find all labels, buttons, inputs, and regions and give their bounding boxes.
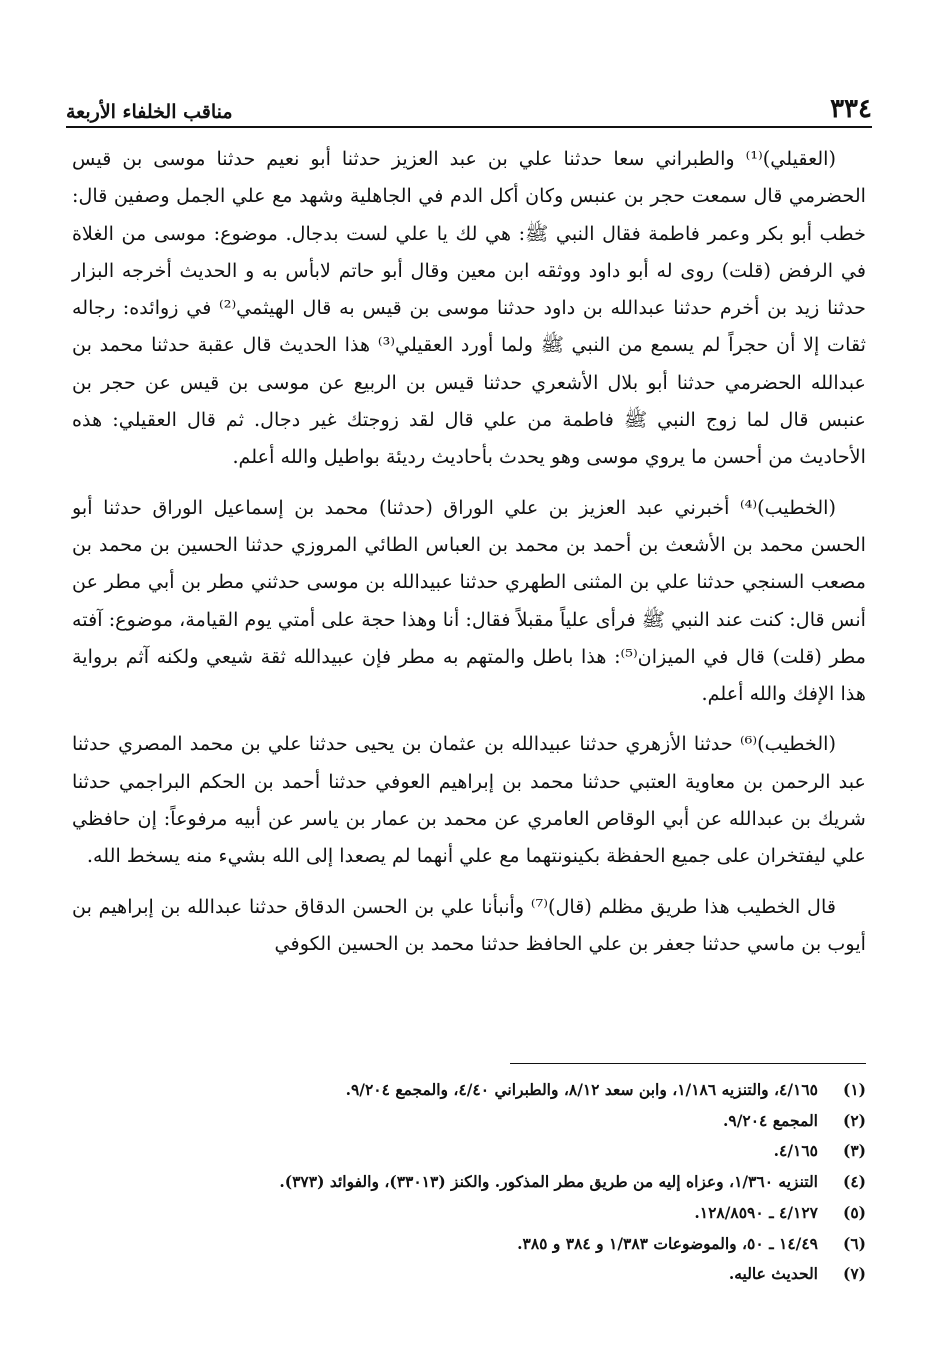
page-header	[66, 82, 872, 128]
page-number: ٣٣٤	[830, 94, 872, 124]
footnote-text: ٤/١٦٥.	[773, 1141, 818, 1161]
main-text	[72, 140, 866, 975]
footnote-item	[72, 1075, 866, 1106]
footnote-item	[72, 1198, 866, 1229]
footnote-item	[72, 1167, 866, 1198]
footnote-number: (٢)	[842, 1110, 866, 1130]
footnote-item	[72, 1229, 866, 1260]
footnote-text: ٤/١٦٥، والتنزيه ١/١٨٦، وابن سعد ٨/١٢، والطبراني ٤/٤٠، والمجمع ٩/٢٠٤.	[345, 1080, 818, 1099]
paragraph-3: (الخطيب)⁽⁶⁾ حدثنا الأزهري حدثنا عبيدالله بن عثمان بن يحيى حدثنا علي بن محمد المصري حدثنا عبد الرحمن بن معاوية العتبي حدثنا محمد بن إبراهيم العوفي حدثنا أحمد بن الحكم البراجمي حدثنا شريك بن عبدالله عن أبي الوقاص العامري عن محمد بن عمار بن ياسر عن أبيه مرفوعاً: إن حافظي علي ليفتخران على جميع الحفظة بكينونتهما مع علي أنهما لم يصعدا إلى الله بشيء منه يسخط الله.	[72, 732, 866, 868]
running-title: مناقب الخلفاء الأربعة	[66, 101, 233, 123]
footnote-number: (١)	[842, 1080, 866, 1099]
footnotes	[72, 1075, 866, 1290]
footnote-item	[72, 1106, 866, 1137]
footnote-item	[72, 1136, 866, 1167]
footnote-item	[72, 1259, 866, 1290]
footnote-number: (٤)	[842, 1172, 866, 1192]
footnote-number: (٥)	[842, 1202, 866, 1222]
footnote-text: المجمع ٩/٢٠٤.	[723, 1110, 818, 1130]
footnote-number: (٦)	[842, 1233, 866, 1253]
footnote-text: التنزيه ١/٣٦٠، وعزاه إليه من طريق مطر المذكور. والكنز (٣٣٠١٣)، والفوائد (٣٧٣).	[279, 1172, 818, 1192]
paragraph-4: قال الخطيب هذا طريق مظلم (قال)⁽⁷⁾ وأنبأنا علي بن الحسن الدقاق حدثنا عبدالله بن إبراهيم بن أيوب بن ماسي حدثنا جعفر بن علي الحافظ حدثنا محمد بن الحسين الكوفي	[72, 894, 866, 955]
footnote-divider	[510, 1063, 866, 1064]
footnote-text: ١٤/٤٩ ـ ٥٠، والموضوعات ١/٣٨٣ و ٣٨٤ و ٣٨٥.	[517, 1233, 818, 1253]
paragraph-1: (العقيلي)⁽¹⁾ والطبراني سعا حدثنا علي بن عبد العزيز حدثنا أبو نعيم حدثنا موسى بن قيس الحضرمي قال سمعت حجر بن عنبس وكان أكل الدم في الجاهلية وشهد مع علي الجمل وصفين قال: خطب أبو بكر وعمر فاطمة فقال النبي ﷺ: هي لك يا علي لست بدجال. موضوع: موسى من الغلاة في الرفض (قلت) روى له أبو داود ووثقه ابن معين وقال أبو حاتم لابأس به و الحديث أخرجه البزار حدثنا زيد بن أخرم حدثنا عبدالله بن داود حدثنا موسى بن قيس به قال الهيثمي⁽²⁾ في زوائده: رجاله ثقات إلا أن حجراً لم يسمع من النبي ﷺ ولما أورد العقيلي⁽³⁾ هذا الحديث قال عقبة حدثنا محمد بن عبدالله الحضرمي حدثنا أبو بلال الأشعري حدثنا قيس بن الربيع عن موسى بن قيس عن حجر بن عنبس قال لما زوج النبي ﷺ فاطمة من علي قال لقد زوجتك غير دجال. ثم قال العقيلي: هذه الأحاديث من أحسن ما يروي موسى وهو يحدث بأحاديث رديئة بواطيل والله أعلم.	[72, 147, 866, 469]
paragraph-2: (الخطيب)⁽⁴⁾ أخبرني عبد العزيز بن علي الوراق (حدثنا) محمد بن إسماعيل الوراق حدثنا أبو الحسن محمد بن الأشعث بن أحمد بن محمد بن العباس الطائي المروزي حدثنا الحسين بن محمد بن مصعب السنجي حدثنا علي بن المثنى الطهري حدثنا عبيدالله بن موسى حدثني مطر بن أبي مطر عن أنس قال: كنت عند النبي ﷺ فرأى علياً مقبلاً فقال: أنا وهذا حجة على أمتي يوم القيامة، موضوع: آفته مطر (قلت) قال في الميزان⁽⁵⁾: هذا باطل والمتهم به مطر فإن عبيدالله ثقة شيعي ولكنه آثم برواية هذا الإفك والله أعلم.	[72, 495, 866, 706]
footnote-text: الحديث عاليه.	[728, 1264, 818, 1284]
footnote-number: (٧)	[842, 1264, 866, 1284]
footnote-text: ٤/١٢٧ ـ ١٢٨/٨٥٩٠.	[694, 1202, 818, 1222]
footnote-number: (٣)	[842, 1141, 866, 1161]
